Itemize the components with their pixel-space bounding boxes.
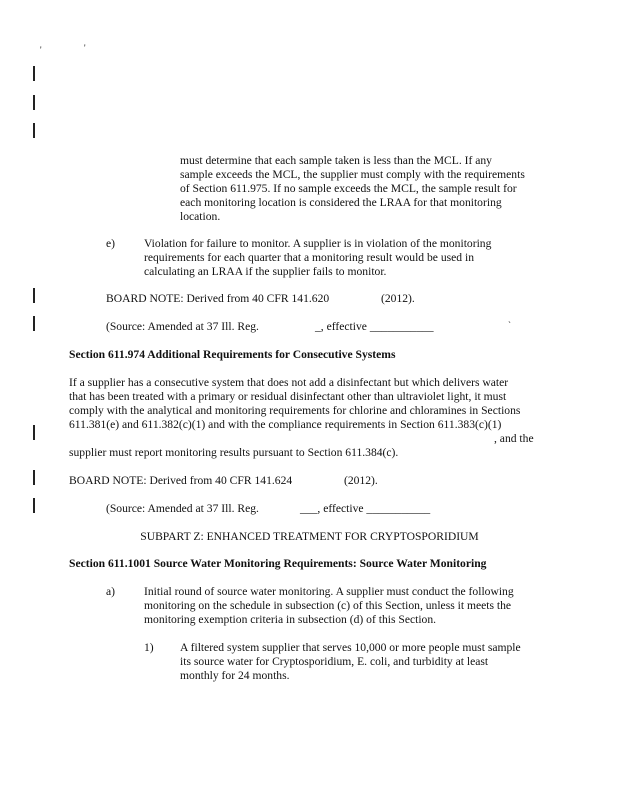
subsection-label: e)	[106, 237, 116, 250]
source-text: (Source: Amended at 37 Ill. Reg.	[106, 320, 259, 333]
text-line: If a supplier has a consecutive system that does not add a disinfectant but which delivers water	[69, 376, 509, 389]
revision-bar	[33, 425, 35, 440]
text-line: 611.381(e) and 611.382(c)(1) and with the compliance requirements in Section 611.383(c)(1)	[69, 418, 502, 431]
subsection-label: 1)	[144, 641, 154, 654]
section-heading: Section 611.974 Additional Requirements for Consecutive Systems	[69, 348, 396, 361]
board-note-year: (2012).	[381, 292, 415, 305]
revision-bar	[33, 470, 35, 485]
text-line: monitoring on the schedule in subsection (c) of this Section, unless it meets the	[144, 599, 512, 612]
revision-bar	[33, 288, 35, 303]
revision-bar	[33, 316, 35, 331]
scan-mark: '	[84, 43, 86, 53]
revision-bar	[33, 95, 35, 110]
subsection-label: a)	[106, 585, 116, 598]
revision-bar	[33, 66, 35, 81]
text-line: requirements for each quarter that a monitoring result would be used in	[144, 251, 474, 264]
source-effective: ___, effective ___________	[300, 502, 431, 515]
revision-bar	[33, 498, 35, 513]
text-line: calculating an LRAA if the supplier fails to monitor.	[144, 265, 387, 278]
text-line: Violation for failure to monitor. A supplier is in violation of the monitoring	[144, 237, 492, 250]
text-line: supplier must report monitoring results pursuant to Section 611.384(c).	[69, 446, 399, 459]
text-line: that has been treated with a primary or residual disinfectant other than ultraviolet light, it must	[69, 390, 507, 403]
text-line: Initial round of source water monitoring. A supplier must conduct the following	[144, 585, 514, 598]
board-note-year: (2012).	[344, 474, 378, 487]
text-line: , and the	[494, 432, 534, 445]
scan-mark: '	[40, 45, 42, 55]
source-text: (Source: Amended at 37 Ill. Reg.	[106, 502, 259, 515]
text-line: sample exceeds the MCL, the supplier must comply with the requirements	[180, 168, 525, 181]
text-line: its source water for Cryptosporidium, E. coli, and turbidity at least	[180, 655, 489, 668]
text-line: of Section 611.975. If no sample exceeds the MCL, the sample result for	[180, 182, 517, 195]
text-line: location.	[180, 210, 221, 223]
text-line: A filtered system supplier that serves 10,000 or more people must sample	[180, 641, 521, 654]
text-line: must determine that each sample taken is less than the MCL. If any	[180, 154, 492, 167]
board-note-text: BOARD NOTE: Derived from 40 CFR 141.624	[69, 474, 293, 487]
text-line: each monitoring location is considered the LRAA for that monitoring	[180, 196, 502, 209]
board-note-text: BOARD NOTE: Derived from 40 CFR 141.620	[106, 292, 330, 305]
text-line: monthly for 24 months.	[180, 669, 290, 682]
scan-mark: `	[508, 320, 511, 330]
source-effective: _, effective ___________	[315, 320, 434, 333]
text-line: monitoring exemption criteria in subsection (d) of this Section.	[144, 613, 437, 626]
section-heading: Section 611.1001 Source Water Monitoring Requirements: Source Water Monitoring	[69, 557, 487, 570]
text-line: comply with the analytical and monitoring requirements for chlorine and chloramines in Sections	[69, 404, 521, 417]
revision-bar	[33, 123, 35, 138]
subpart-heading: SUBPART Z: ENHANCED TREATMENT FOR CRYPTOSPORIDIUM	[140, 530, 479, 543]
